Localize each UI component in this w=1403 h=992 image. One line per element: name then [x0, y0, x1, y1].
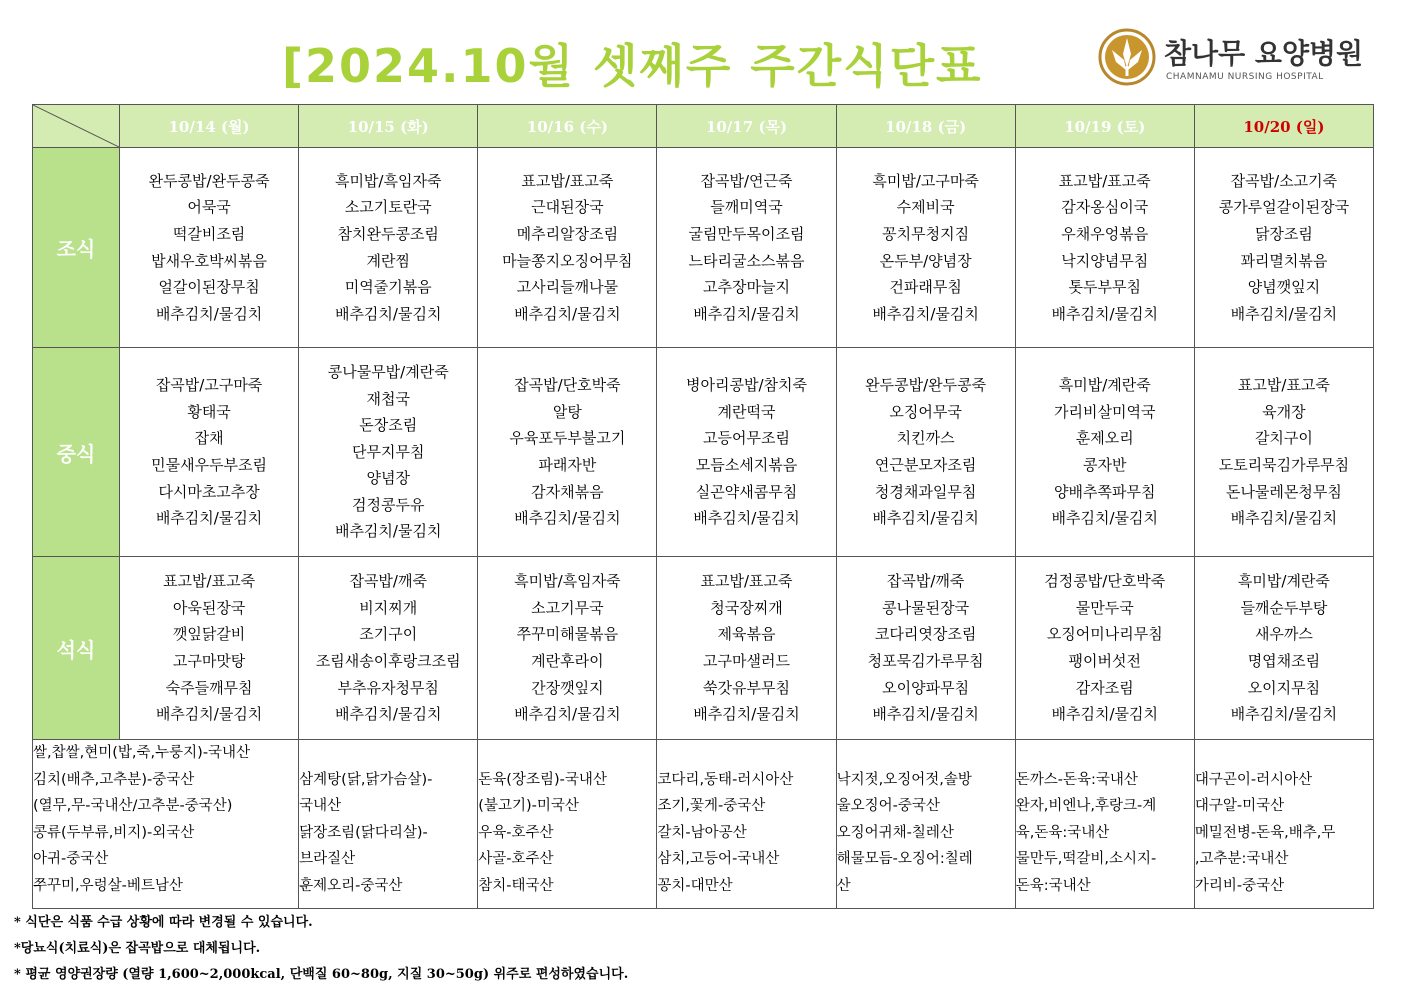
menu-item: 배추김치/물김치	[872, 304, 979, 323]
meal-label: 조식	[33, 148, 120, 348]
menu-item: 청국장찌개	[710, 598, 783, 617]
menu-item: 명엽채조림	[1247, 652, 1321, 670]
origin-line: 국내산	[299, 798, 342, 814]
menu-item: 표고밥/표고죽	[1237, 376, 1330, 395]
origin-line: 육,돈육:국내산	[1015, 824, 1110, 841]
menu-item: 콩나물무밥/계란죽	[327, 362, 449, 381]
menu-item: 다시마초고추장	[158, 482, 260, 501]
menu-item: 부추유자청무침	[337, 678, 439, 697]
menu-item: 계란떡국	[717, 402, 776, 421]
day-header: 10/16 (수)	[478, 105, 657, 148]
footnote: *당뇨식(치료식)은 잡곡밥으로 대체됩니다.	[14, 941, 261, 956]
menu-cell	[120, 557, 299, 740]
menu-item: 비지찌개	[359, 598, 418, 617]
menu-cell	[1015, 557, 1194, 740]
menu-item: 돈장조림	[359, 416, 418, 435]
origin-line: 브라질산	[299, 851, 356, 867]
origin-line: 우육-호주산	[478, 824, 554, 841]
menu-item: 깻잎닭갈비	[172, 625, 246, 644]
menu-cell	[299, 148, 478, 348]
origin-line: 낙지젓,오징어젓,솔방	[836, 771, 972, 788]
oak-leaf-logo-icon	[1098, 28, 1156, 86]
breakfast-row	[33, 148, 1374, 348]
menu-item: 흑미밥/고구마죽	[872, 171, 979, 190]
menu-item: 고사리들깨나물	[516, 278, 619, 297]
menu-item: 황태국	[187, 402, 231, 421]
menu-item: 배추김치/물김치	[1230, 509, 1338, 528]
menu-item: 가리비살미역국	[1054, 402, 1156, 421]
origin-line: 콩류(두부류,비지)-외국산	[33, 824, 195, 841]
menu-item: 온두부/양념장	[879, 251, 972, 270]
menu-item: 잡곡밥/깨죽	[886, 572, 965, 591]
menu-item: 어묵국	[187, 198, 231, 217]
menu-item: 검정콩두유	[351, 495, 425, 514]
origin-line: 쭈꾸미,우렁살-베트남산	[33, 877, 183, 894]
menu-item: 배추김치/물김치	[334, 705, 442, 724]
origin-line: 메밀전병-돈육,배추,무	[1194, 824, 1336, 841]
menu-item: 배추김치/물김치	[872, 509, 979, 528]
menu-item: 흑미밥/흑임자죽	[334, 171, 442, 190]
menu-item: 표고밥/표고죽	[521, 171, 614, 190]
menu-item: 꽈리멸치볶음	[1240, 251, 1328, 270]
menu-item: 조기구이	[359, 625, 418, 644]
origin-line	[299, 740, 477, 767]
menu-item: 마늘쫑지오징어무침	[502, 251, 633, 270]
menu-item: 병아리콩밥/참치죽	[686, 376, 807, 395]
menu-item: 메추리알장조림	[516, 224, 619, 243]
menu-item: 굴림만두목이조림	[688, 224, 805, 243]
origin-cell	[33, 740, 299, 909]
origin-line: 닭장조림(닭다리살)-	[299, 824, 428, 841]
origin-line	[1195, 740, 1373, 767]
menu-item: 낙지양념무침	[1061, 251, 1149, 270]
origin-line	[478, 740, 656, 767]
origin-line: (불고기)-미국산	[478, 798, 579, 814]
menu-item: 훈제오리	[1075, 429, 1134, 448]
menu-item: 재첩국	[366, 389, 410, 408]
menu-item: 얼갈이된장무침	[158, 278, 260, 297]
menu-item: 느타리굴소스볶음	[688, 251, 805, 270]
origin-line: 꽁치-대만산	[657, 877, 733, 894]
menu-item: 제육볶음	[717, 625, 776, 644]
origin-line: 가리비-중국산	[1194, 877, 1285, 894]
origin-line	[837, 740, 1015, 767]
menu-item: 연근분모자조림	[874, 456, 977, 474]
menu-item: 배추김치/물김치	[1230, 705, 1338, 724]
menu-item: 수제비국	[896, 198, 955, 217]
menu-item: 배추김치/물김치	[155, 509, 263, 528]
menu-item: 잡곡밥/연근죽	[700, 171, 793, 190]
origin-cell	[478, 740, 657, 909]
menu-cell	[657, 348, 836, 557]
menu-item: 잡곡밥/단호박죽	[514, 376, 621, 395]
menu-item: 도토리묵김가루무침	[1218, 456, 1350, 474]
menu-item: 오이지무침	[1247, 678, 1321, 697]
menu-item: 배추김치/물김치	[1230, 304, 1338, 323]
menu-item: 들깨미역국	[710, 198, 783, 217]
menu-item: 완두콩밥/완두콩죽	[148, 171, 270, 190]
menu-cell	[836, 348, 1015, 557]
logo-name: 참나무 요양병원	[1164, 37, 1364, 70]
origin-line: 조기,꽃게-중국산	[657, 798, 766, 814]
origin-line: 울오징어-중국산	[836, 798, 940, 814]
origin-line: 코다리,동태-러시아산	[657, 771, 794, 788]
menu-item: 밥새우호박씨볶음	[151, 251, 268, 270]
menu-item: 우육포두부불고기	[509, 429, 626, 448]
menu-item: 청경채과일무침	[874, 482, 977, 501]
day-header-sunday: 10/20 (일)	[1194, 105, 1373, 148]
menu-item: 고구마맛탕	[172, 652, 246, 670]
menu-item: 배추김치/물김치	[1051, 304, 1159, 323]
menu-item: 근대된장국	[531, 198, 604, 217]
menu-item: 배추김치/물김치	[1051, 509, 1159, 528]
origin-line: (열무,무-국내산/고추분-중국산)	[33, 798, 233, 814]
menu-cell	[1194, 148, 1373, 348]
menu-item: 표고밥/표고죽	[163, 572, 256, 591]
menu-item: 완두콩밥/완두콩죽	[865, 376, 987, 395]
day-header: 10/17 (목)	[657, 105, 836, 148]
dinner-row	[33, 557, 1374, 740]
menu-item: 감자채볶음	[531, 482, 604, 501]
menu-cell	[1194, 348, 1373, 557]
menu-cell	[1015, 348, 1194, 557]
menu-cell	[1015, 148, 1194, 348]
origin-line	[657, 740, 835, 767]
menu-item: 민물새우두부조림	[151, 456, 268, 474]
menu-cell	[299, 348, 478, 557]
origin-cell	[836, 740, 1015, 909]
origin-line: 갈치-남아공산	[657, 824, 747, 841]
menu-item: 톳두부무침	[1068, 278, 1141, 297]
menu-cell	[120, 348, 299, 557]
origin-line: 쌀,찹쌀,현미(밥,죽,누룽지)-국내산	[33, 745, 251, 761]
menu-item: 파래자반	[538, 456, 597, 474]
menu-item: 간장깻잎지	[531, 678, 604, 697]
menu-item: 참치완두콩조림	[337, 224, 439, 243]
menu-item: 배추김치/물김치	[334, 304, 442, 323]
menu-item: 아욱된장국	[172, 598, 246, 617]
menu-item: 고구마샐러드	[703, 652, 790, 670]
menu-item: 쑥갓유부무침	[703, 678, 790, 697]
menu-item: 콩나물된장국	[882, 598, 970, 617]
origin-line: 오징어귀채-칠레산	[836, 824, 954, 841]
menu-cell	[657, 148, 836, 348]
menu-cell	[478, 348, 657, 557]
menu-cell	[836, 557, 1015, 740]
menu-item: 실곤약새콤무침	[695, 482, 798, 501]
footnotes	[14, 910, 628, 988]
menu-cell	[299, 557, 478, 740]
menu-item: 알탕	[552, 402, 582, 421]
menu-item: 배추김치/물김치	[693, 304, 800, 323]
origin-cell	[657, 740, 836, 909]
origin-line: 산	[836, 877, 851, 894]
menu-item: 우채우엉볶음	[1061, 224, 1149, 243]
origin-line: 돈육:국내산	[1015, 877, 1091, 894]
origin-line: 물만두,떡갈비,소시지-	[1015, 851, 1157, 867]
footnote: * 식단은 식품 수급 상황에 따라 변경될 수 있습니다.	[14, 915, 313, 930]
menu-item: 검정콩밥/단호박죽	[1044, 572, 1166, 591]
menu-item: 양념장	[366, 469, 410, 488]
origin-line: 훈제오리-중국산	[299, 877, 403, 894]
origin-cell	[299, 740, 478, 909]
menu-item: 쭈꾸미해물볶음	[516, 625, 619, 644]
menu-item: 계란찜	[366, 251, 410, 270]
origin-line: 삼치,고등어-국내산	[657, 851, 780, 867]
menu-item: 고등어무조림	[703, 429, 790, 448]
menu-item: 배추김치/물김치	[514, 509, 621, 528]
menu-item: 배추김치/물김치	[155, 304, 263, 323]
menu-item: 배추김치/물김치	[693, 509, 800, 528]
menu-cell	[836, 148, 1015, 348]
menu-item: 배추김치/물김치	[334, 522, 442, 541]
origin-row	[33, 740, 1374, 909]
meal-label: 중식	[33, 348, 120, 557]
lunch-row	[33, 348, 1374, 557]
menu-item: 표고밥/표고죽	[700, 572, 793, 591]
menu-item: 미역줄기볶음	[344, 278, 432, 297]
menu-item: 잡채	[194, 429, 224, 448]
origin-line: 삼계탕(닭,닭가슴살)-	[299, 771, 433, 788]
origin-line: 사골-호주산	[478, 851, 554, 867]
origin-line: 대구알-미국산	[1194, 798, 1285, 814]
origin-line: 참치-태국산	[478, 877, 554, 894]
menu-item: 흑미밥/계란죽	[1237, 572, 1330, 591]
menu-item: 콩가루얼갈이된장국	[1218, 198, 1350, 217]
day-header: 10/14 (월)	[120, 105, 299, 148]
menu-item: 배추김치/물김치	[1051, 705, 1159, 724]
origin-line: 돈까스-돈육:국내산	[1015, 771, 1138, 788]
corner-cell	[33, 105, 120, 148]
day-header: 10/15 (화)	[299, 105, 478, 148]
menu-item: 양념깻잎지	[1247, 278, 1321, 297]
origin-line: 아귀-중국산	[33, 851, 109, 867]
day-header: 10/18 (금)	[836, 105, 1015, 148]
hospital-logo	[1098, 26, 1364, 92]
logo-subtitle: CHAMNAMU NURSING HOSPITAL	[1166, 72, 1324, 82]
menu-cell	[478, 148, 657, 348]
menu-item: 배추김치/물김치	[693, 705, 800, 724]
origin-line: ,고추분:국내산	[1194, 851, 1289, 867]
weekly-menu-table	[32, 104, 1374, 909]
origin-cell	[1015, 740, 1194, 909]
menu-item: 잡곡밥/고구마죽	[155, 376, 263, 395]
menu-item: 숙주들깨무침	[165, 678, 253, 697]
menu-item: 오징어미나리무침	[1046, 625, 1163, 644]
origin-line	[1016, 740, 1194, 767]
origin-line: 돈육(장조림)-국내산	[478, 771, 607, 788]
menu-item: 코다리엿장조림	[874, 625, 977, 644]
origin-line: 해물모듬-오징어:칠레	[836, 851, 973, 867]
menu-item: 떡갈비조림	[172, 224, 246, 243]
menu-item: 조림새송이후랑크조림	[315, 652, 461, 670]
menu-item: 양배추쪽파무침	[1054, 482, 1156, 501]
menu-item: 계란후라이	[531, 652, 604, 670]
menu-item: 감자조림	[1075, 678, 1134, 697]
menu-item: 콩자반	[1083, 456, 1127, 474]
menu-item: 단무지무침	[351, 442, 425, 461]
menu-item: 표고밥/표고죽	[1058, 171, 1151, 190]
meal-label: 석식	[33, 557, 120, 740]
menu-item: 배추김치/물김치	[514, 705, 621, 724]
menu-cell	[120, 148, 299, 348]
menu-item: 소고기무국	[531, 598, 604, 617]
menu-item: 고추장마늘지	[703, 278, 790, 297]
menu-item: 흑미밥/흑임자죽	[514, 572, 621, 591]
menu-item: 육개장	[1262, 402, 1306, 421]
origin-line: 완자,비엔나,후랑크-계	[1015, 798, 1157, 814]
day-header: 10/19 (토)	[1015, 105, 1194, 148]
menu-cell	[478, 557, 657, 740]
menu-item: 소고기토란국	[344, 198, 432, 217]
menu-item: 갈치구이	[1254, 429, 1313, 448]
menu-item: 팽이버섯전	[1068, 652, 1141, 670]
page-title: [2024.10월 셋째주 주간식단표	[282, 39, 983, 93]
origin-cell	[1194, 740, 1373, 909]
menu-item: 오이양파무침	[882, 678, 970, 697]
menu-item: 꽁치무청지짐	[882, 224, 970, 243]
menu-item: 모듬소세지볶음	[695, 456, 798, 474]
menu-item: 잡곡밥/소고기죽	[1230, 171, 1338, 190]
origin-line: 김치(배추,고추분)-중국산	[33, 771, 195, 788]
menu-item: 들깨순두부탕	[1240, 598, 1328, 617]
menu-cell	[657, 557, 836, 740]
origin-line: 대구곤이-러시아산	[1194, 771, 1313, 788]
day-header-row	[33, 105, 1374, 148]
menu-item: 오징어무국	[889, 402, 962, 421]
menu-item: 돈나물레몬청무침	[1225, 482, 1342, 501]
footnote: * 평균 영양권장량 (열량 1,600~2,000kcal, 단백질 60~80g, 지질 30~50g) 위주로 편성하였습니다.	[14, 967, 629, 982]
menu-item: 잡곡밥/깨죽	[349, 572, 427, 591]
menu-item: 새우까스	[1254, 625, 1313, 644]
menu-item: 청포묵김가루무침	[867, 652, 984, 670]
menu-item: 배추김치/물김치	[514, 304, 621, 323]
menu-cell	[1194, 557, 1373, 740]
menu-item: 물만두국	[1075, 598, 1134, 617]
menu-item: 배추김치/물김치	[872, 705, 979, 724]
menu-item: 건파래무침	[889, 278, 962, 297]
menu-item: 배추김치/물김치	[155, 705, 263, 724]
menu-item: 치킨까스	[896, 429, 955, 448]
menu-item: 흑미밥/계란죽	[1058, 376, 1151, 395]
menu-item: 감자옹심이국	[1061, 198, 1149, 217]
menu-item: 닭장조림	[1254, 224, 1313, 243]
